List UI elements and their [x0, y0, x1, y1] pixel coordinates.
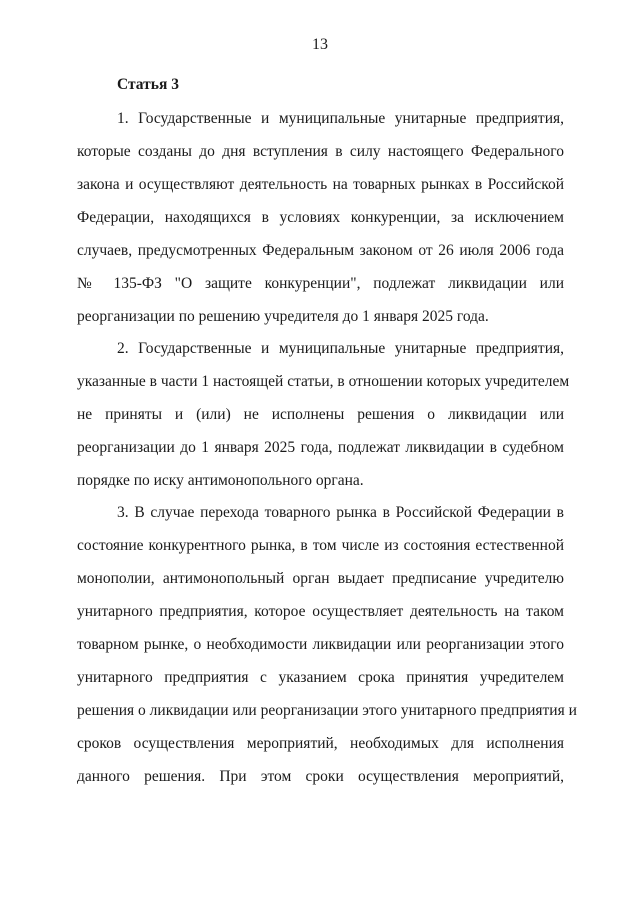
text-line: Федерации, находящихся в условиях конкуренции, за исключением: [77, 209, 564, 226]
text-line: не приняты и (или) не исполнены решения о ликвидации или: [77, 406, 564, 423]
text-line: реорганизации до 1 января 2025 года, подлежат ликвидации в судебном: [77, 439, 564, 456]
article-title: Статья 3: [117, 76, 179, 93]
text-line: 1. Государственные и муниципальные унитарные предприятия,: [117, 110, 564, 127]
text-line: указанные в части 1 настоящей статьи, в отношении которых учредителем: [77, 373, 570, 390]
text-line: сроков осуществления мероприятий, необходимых для исполнения: [77, 735, 564, 752]
text-line: унитарного предприятия, которое осуществляет деятельность на таком: [77, 603, 564, 620]
text-line: решения о ликвидации или реорганизации этого унитарного предприятия и: [77, 702, 577, 719]
text-line: № 135-ФЗ "О защите конкуренции", подлежат ликвидации или: [77, 275, 564, 292]
text-line: закона и осуществляют деятельность на товарных рынках в Российской: [77, 176, 564, 193]
text-line: товарном рынке, о необходимости ликвидации или реорганизации этого: [77, 636, 564, 653]
page-number: 13: [312, 36, 328, 53]
text-line: 2. Государственные и муниципальные унитарные предприятия,: [117, 340, 564, 357]
text-line: которые созданы до дня вступления в силу настоящего Федерального: [77, 143, 564, 160]
text-line: монополии, антимонопольный орган выдает предписание учредителю: [77, 570, 564, 587]
text-line: реорганизации по решению учредителя до 1 января 2025 года.: [77, 308, 489, 325]
text-line: унитарного предприятия с указанием срока принятия учредителем: [77, 669, 564, 686]
text-line: 3. В случае перехода товарного рынка в Российской Федерации в: [117, 504, 564, 521]
text-line: данного решения. При этом сроки осуществления мероприятий,: [77, 768, 564, 785]
text-line: случаев, предусмотренных Федеральным законом от 26 июля 2006 года: [77, 242, 564, 259]
text-line: порядке по иску антимонопольного органа.: [77, 472, 364, 489]
text-line: состояние конкурентного рынка, в том числе из состояния естественной: [77, 537, 564, 554]
